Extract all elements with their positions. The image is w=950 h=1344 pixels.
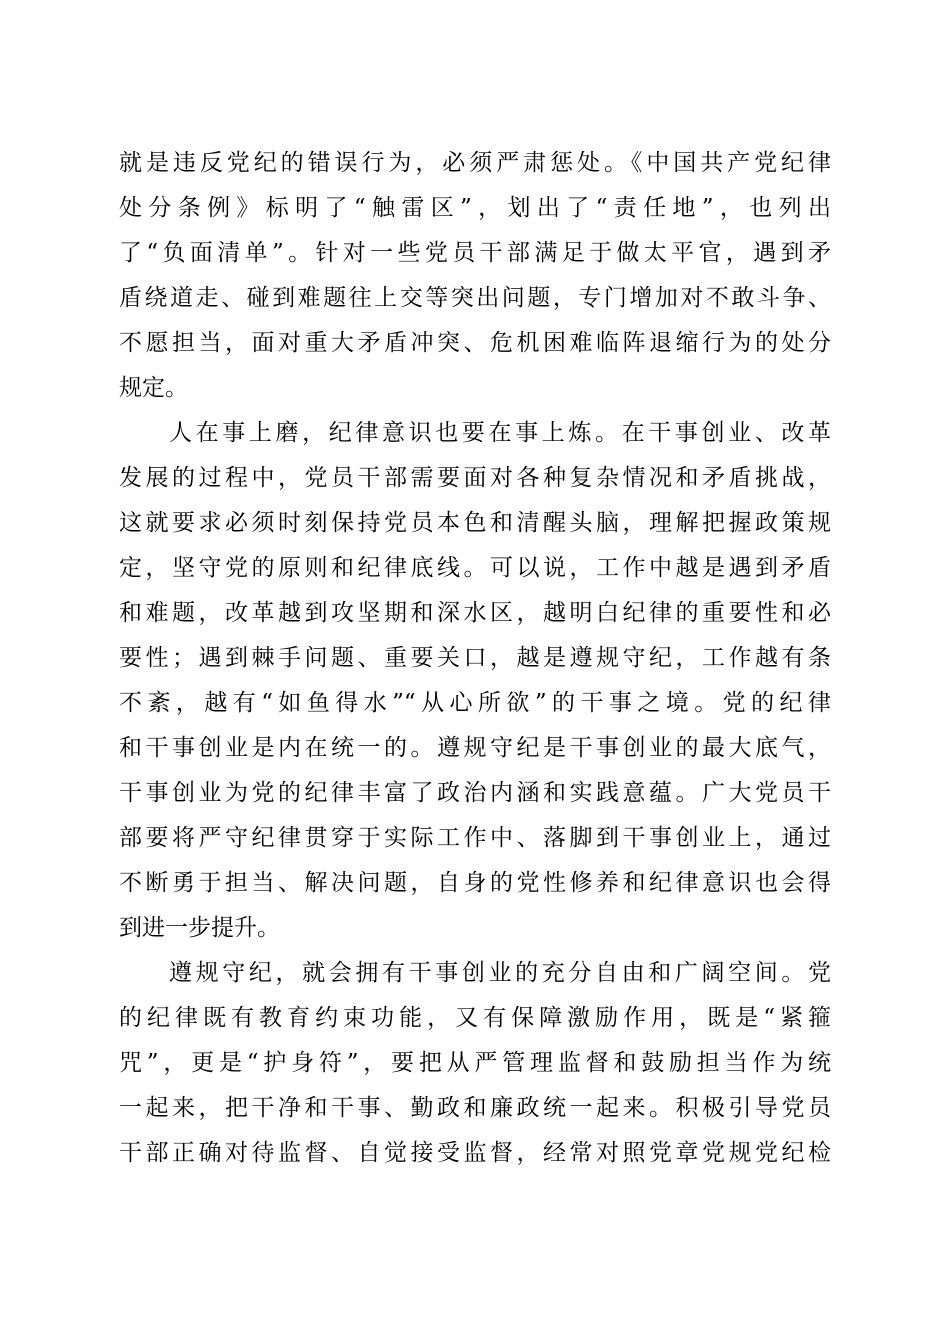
text-line: 咒”，更是“护身符”，要把从严管理监督和鼓励担当作为统 [119,1050,831,1076]
text-line: 干部正确对待监督、自觉接受监督，经常对照党章党规党纪检 [119,1140,831,1166]
document-body [119,141,831,1176]
text-line: 发展的过程中，党员干部需要面对各种复杂情况和矛盾挑战， [119,465,831,491]
text-line: 定，坚守党的原则和纪律底线。可以说，工作中越是遇到矛盾 [119,555,831,581]
text-line: 人在事上磨，纪律意识也要在事上炼。在干事创业、改革 [169,420,831,446]
text-line: 盾绕道走、碰到难题往上交等突出问题，专门增加对不敢斗争、 [119,285,831,311]
text-line: 不断勇于担当、解决问题，自身的党性修养和纪律意识也会得 [119,870,831,896]
text-line: 和难题，改革越到攻坚期和深水区，越明白纪律的重要性和必 [119,600,831,626]
text-line: 这就要求必须时刻保持党员本色和清醒头脑，理解把握政策规 [119,510,831,536]
text-line: 一起来，把干净和干事、勤政和廉政统一起来。积极引导党员 [119,1095,831,1121]
paragraph-3 [119,951,831,1176]
text-line: 和干事创业是内在统一的。遵规守纪是干事创业的最大底气， [119,735,831,761]
text-line: 处分条例》标明了“触雷区”，划出了“责任地”，也列出 [119,195,831,221]
text-line: 规定。 [119,375,188,401]
text-line: 遵规守纪，就会拥有干事创业的充分自由和广阔空间。党 [169,960,831,986]
paragraph-2 [119,411,831,951]
text-line: 部要将严守纪律贯穿于实际工作中、落脚到干事创业上，通过 [119,825,831,851]
text-line: 就是违反党纪的错误行为，必须严肃惩处。《中国共产党纪律 [119,150,831,176]
text-line: 不紊，越有“如鱼得水”“从心所欲”的干事之境。党的纪律 [119,690,831,716]
text-line: 了“负面清单”。针对一些党员干部满足于做太平官，遇到矛 [119,240,831,266]
text-line: 要性；遇到棘手问题、重要关口，越是遵规守纪，工作越有条 [119,645,831,671]
text-line: 到进一步提升。 [119,915,280,941]
paragraph-1 [119,141,831,411]
text-line: 干事创业为党的纪律丰富了政治内涵和实践意蕴。广大党员干 [119,780,831,806]
text-line: 的纪律既有教育约束功能，又有保障激励作用，既是“紧箍 [119,1005,831,1031]
text-line: 不愿担当，面对重大矛盾冲突、危机困难临阵退缩行为的处分 [119,330,831,356]
